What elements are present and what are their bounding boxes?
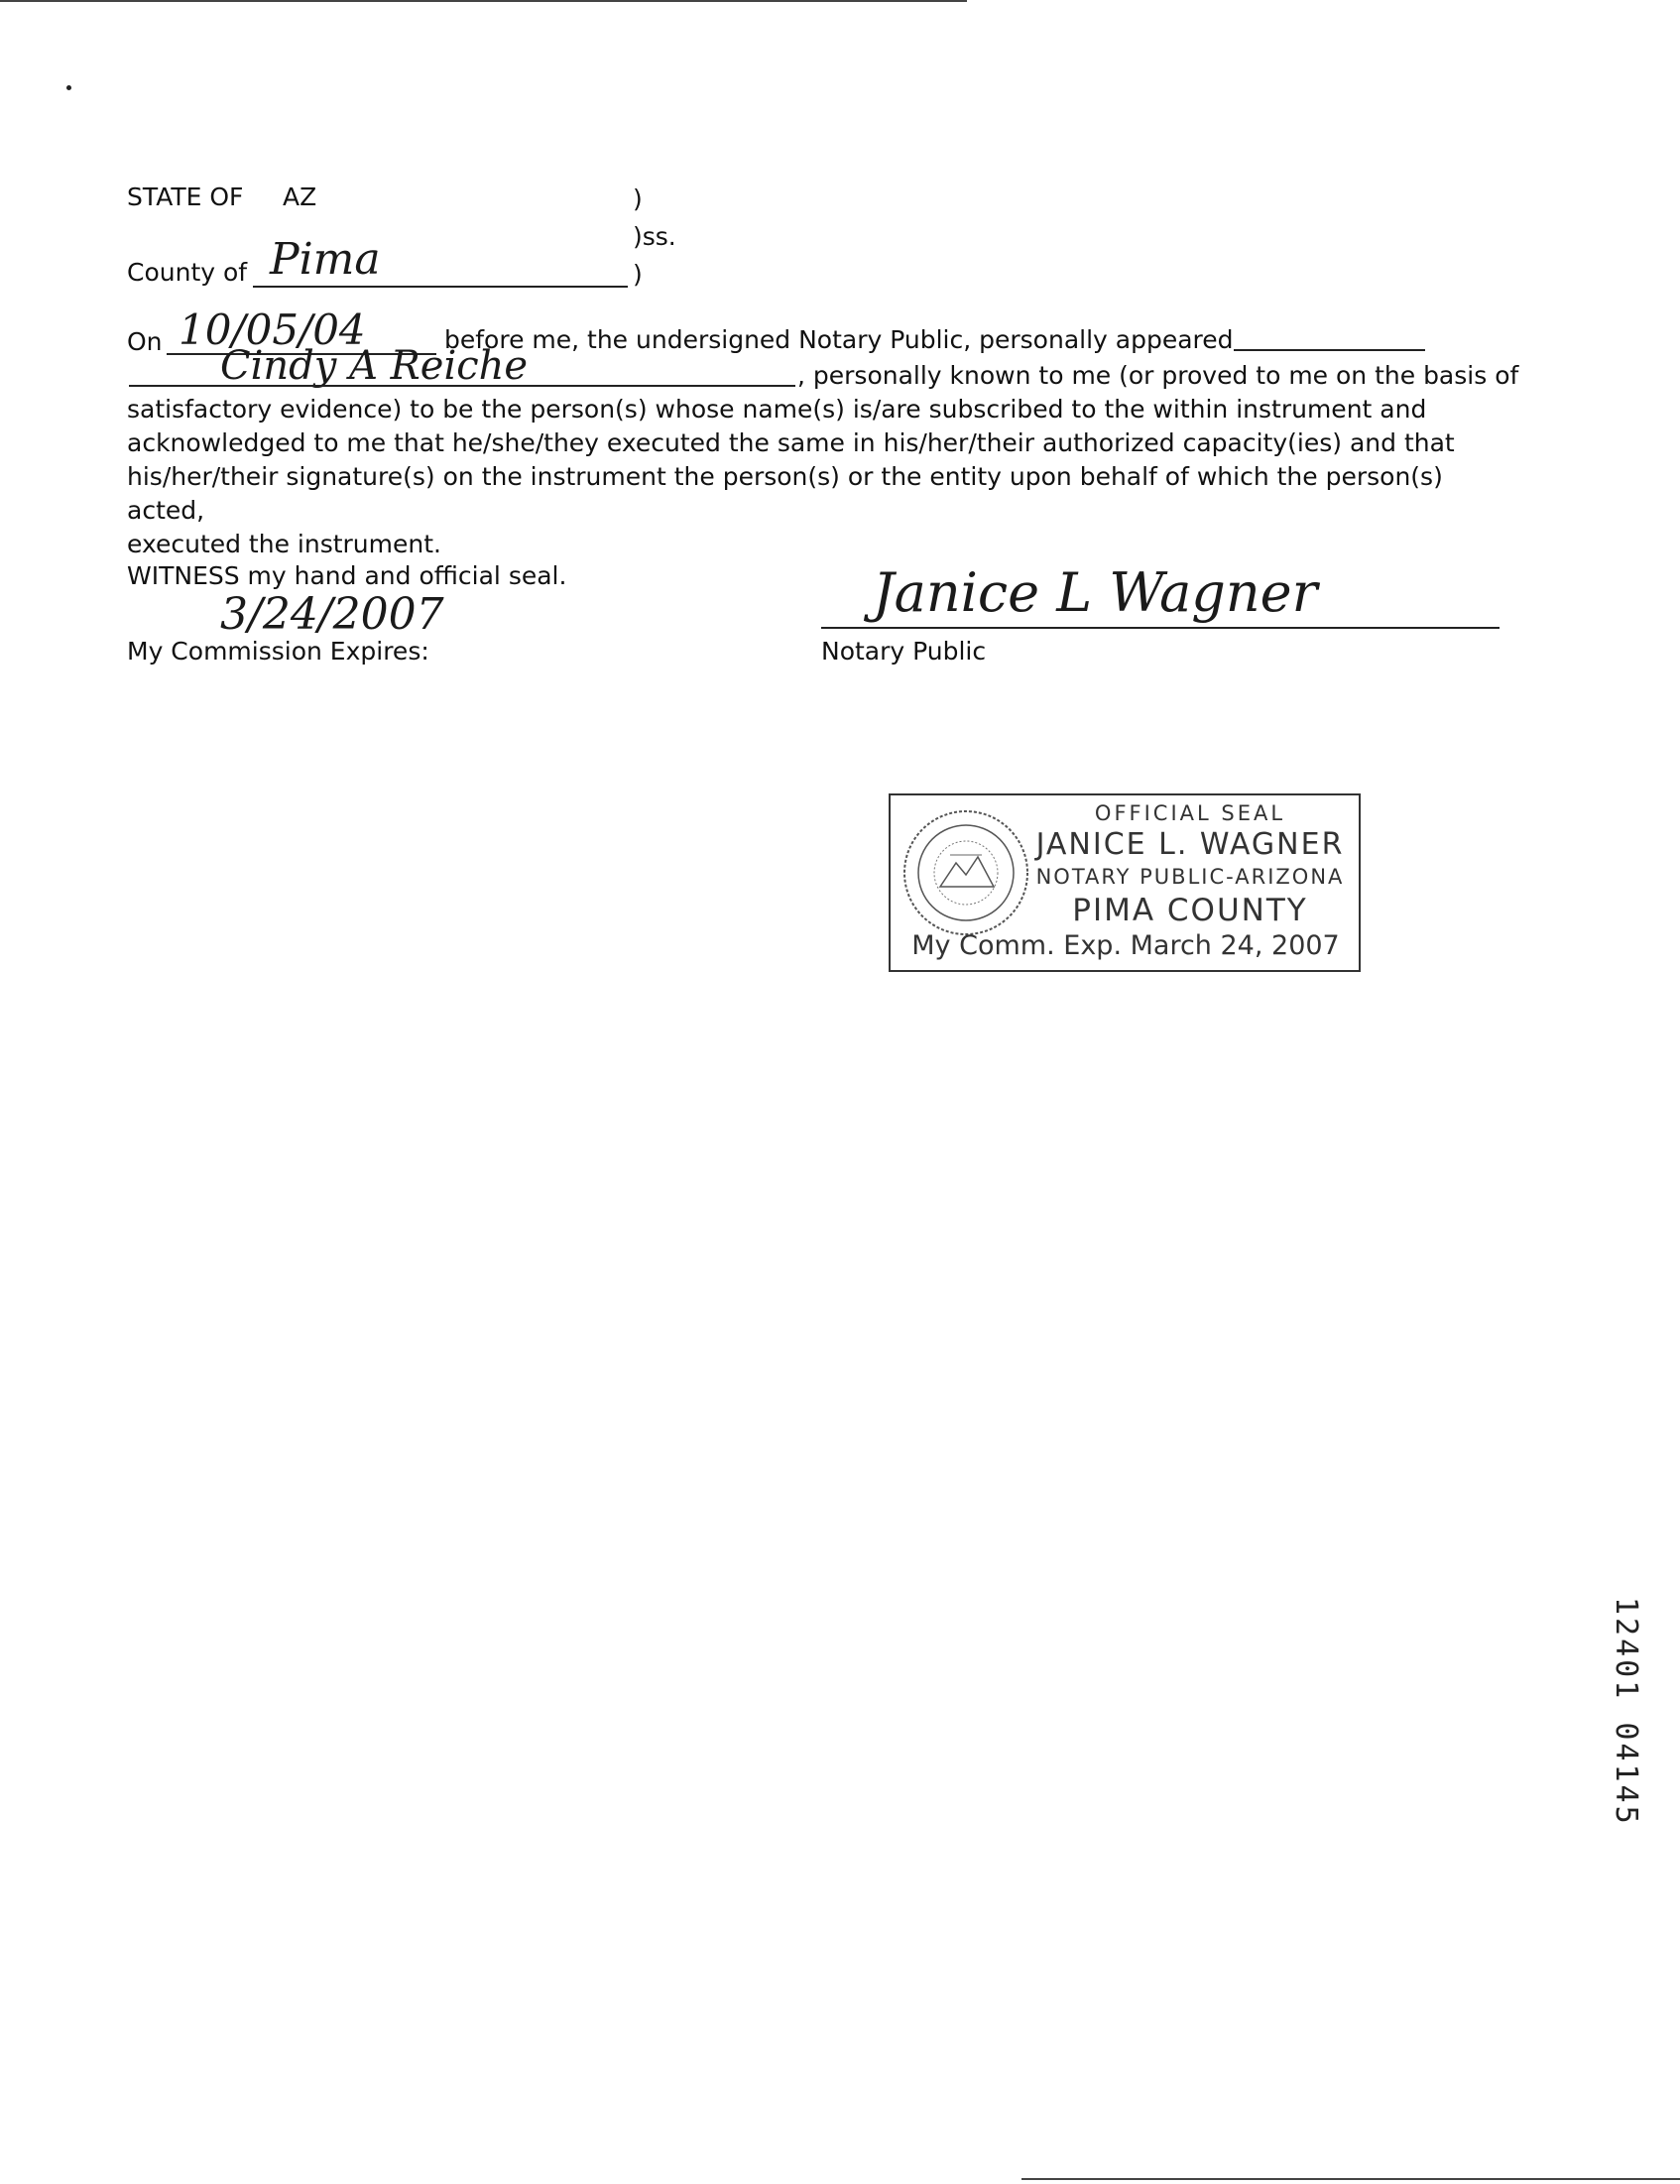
body-line: satisfactory evidence) to be the person(s) whose name(s) is/are subscribed to the within instrument and — [127, 395, 1427, 424]
seal-line-county: PIMA COUNTY — [1072, 893, 1308, 928]
before-text: before me, the undersigned Notary Public, personally appeared — [444, 325, 1234, 354]
seal-line-name: JANICE L. WAGNER — [1035, 827, 1345, 862]
on-label: On — [127, 327, 163, 356]
name-underline — [129, 385, 795, 387]
county-handwritten: Pima — [270, 234, 381, 285]
scan-edge-line-bottom — [1021, 2178, 1680, 2180]
commission-date-handwritten: 3/24/2007 — [220, 589, 444, 640]
scan-speck — [66, 85, 71, 90]
appeared-blank-line — [1234, 349, 1425, 351]
venue-paren-top: ) — [633, 184, 643, 213]
notary-signature-line — [821, 627, 1500, 629]
commission-label: My Commission Expires: — [127, 637, 429, 666]
state-value: AZ — [283, 182, 317, 211]
text-after-name: , personally known to me (or proved to me on the basis of — [797, 361, 1519, 390]
seal-line-title: NOTARY PUBLIC-ARIZONA — [1035, 865, 1345, 889]
appeared-name-handwritten: Cindy A Reiche — [220, 343, 529, 389]
notary-public-label: Notary Public — [821, 637, 987, 666]
body-line: acknowledged to me that he/she/they executed the same in his/her/their authorized capacity(ies) and that — [127, 428, 1455, 457]
notary-signature: Janice L Wagner — [873, 561, 1318, 624]
acknowledgment-date: 10/05/04 — [179, 305, 366, 354]
state-label: STATE OF — [127, 182, 244, 211]
venue-ss: )ss. — [633, 222, 676, 251]
venue-paren-bottom: ) — [633, 260, 643, 289]
official-seal-stamp — [889, 793, 1361, 972]
seal-line-official: OFFICIAL SEAL — [1094, 801, 1286, 825]
bates-number: 12401 04145 — [1609, 1597, 1643, 1827]
seal-line-expiry: My Comm. Exp. March 24, 2007 — [911, 930, 1340, 961]
body-line: executed the instrument. — [127, 530, 441, 558]
arizona-seal-emblem — [900, 807, 1031, 938]
county-underline — [253, 286, 628, 288]
witness-text: WITNESS my hand and official seal. — [127, 561, 567, 590]
scan-edge-line — [0, 0, 967, 2]
county-label: County of — [127, 258, 248, 287]
body-line: his/her/their signature(s) on the instrument the person(s) or the entity upon behalf of which the person(s) acted, — [127, 462, 1443, 525]
acknowledgment-body — [127, 393, 1515, 561]
